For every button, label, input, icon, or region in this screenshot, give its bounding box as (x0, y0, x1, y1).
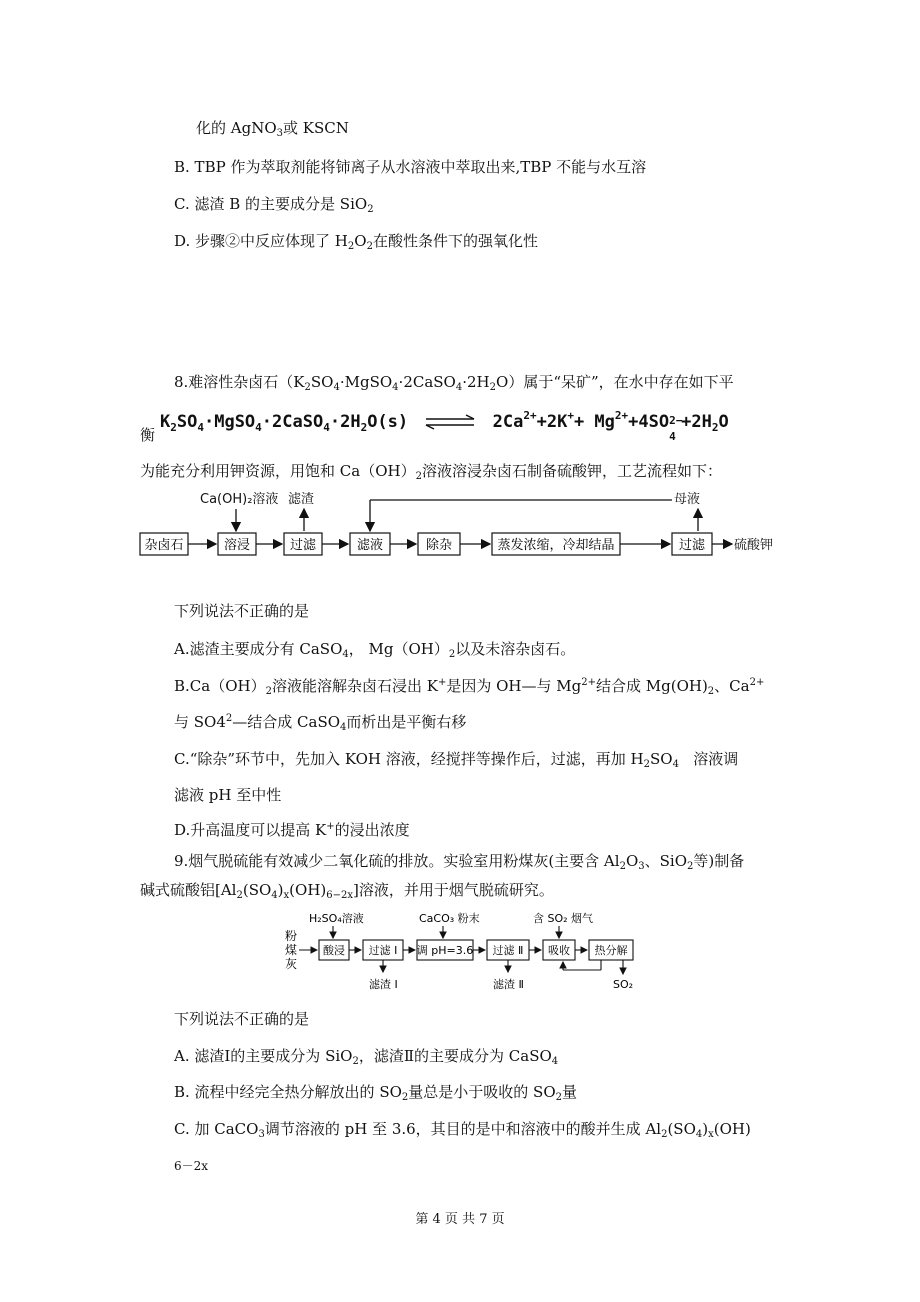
flow1-box-raw (140, 533, 188, 555)
flow2-residue1: 滤渣 Ⅰ (369, 978, 398, 991)
flow2-box-filter1 (363, 940, 403, 960)
q9-option-b: B. 流程中经完全热分解放出的 $SO_2$量总是小于吸收的 $SO_2$量 (174, 1083, 578, 1103)
svg-text:过滤 Ⅱ: 过滤 Ⅱ (492, 944, 524, 957)
q8-question: 下列说法不正确的是 (174, 602, 310, 620)
flow1-box-crystallize (492, 533, 620, 555)
flow1-box-filter1 (284, 533, 322, 555)
q9-flowchart (283, 908, 663, 993)
q9-option-a: A. 滤渣Ⅰ的主要成分为 SiO$_2$，滤渣Ⅱ的主要成分为 CaSO$_4$ (174, 1047, 559, 1067)
q8-equilibrium-equation: $K_2SO_4\cdot MgSO_4\cdot 2CaSO_4\cdot 2H_2O(s)$ $2Ca^{2+}+2K^++ Mg^{2+}+4SO$ 2− 4 $+2H_2O$ (160, 409, 729, 443)
flow1-residue-label: 滤渣 (288, 492, 315, 507)
q8-intro: 8.难溶性杂卤石$(K_2SO_4\cdot MgSO_4\cdot 2CaSO_4\cdot 2H_2O)$属于“呆矿”，在水中存在如下平 (174, 373, 734, 393)
flow2-box-acid (319, 940, 349, 960)
q9-question: 下列说法不正确的是 (174, 1010, 310, 1028)
q9-option-c-tail: 6－2x (174, 1159, 209, 1173)
flow2-reagent1: H₂SO₄溶液 (309, 912, 364, 925)
svg-text:过滤: 过滤 (678, 538, 706, 553)
q7-option-d: D. 步骤②中反应体现了 $H_2O_2$在酸性条件下的强氧化性 (174, 232, 538, 252)
flow1-box-filtrate (350, 533, 390, 555)
flow2-box-filter2 (487, 940, 529, 960)
q8-option-b-line1: $B.Ca(OH)_2$溶液能溶解杂卤石浸出 K+是因为 OH—与 $Mg^{2+}$结合成 $Mg(OH)_2$、$Ca^{2+}$ (174, 677, 765, 697)
svg-text:粉: 粉 (285, 929, 298, 943)
q7-option-c: C. 滤渣 B 的主要成分是 SiO$_2$ (174, 195, 374, 215)
flow1-box-leach (218, 533, 256, 555)
svg-text:溶浸: 溶浸 (223, 538, 251, 553)
q8-option-b-line2: 与 $SO4^2—$结合成 CaSO$_4$而析出是平衡右移 (174, 713, 467, 733)
svg-text:酸浸: 酸浸 (323, 944, 345, 957)
flow2-box-absorb (543, 940, 575, 960)
q9-option-c: C. 加 CaCO$_3$调节溶液的 pH 至 3.6，其目的是中和溶液中的酸并生成 $Al_2(SO_4)_x(OH)$ (174, 1120, 751, 1140)
flow2-residue2: 滤渣 Ⅱ (493, 978, 524, 991)
q8-heng: 衡 (140, 426, 156, 444)
q8-option-c-line2: 滤液 pH 至中性 (174, 786, 282, 804)
flow1-product-label: 硫酸钾 (734, 538, 774, 553)
flow2-gas-out: SO₂ (613, 978, 634, 991)
svg-text:调 pH=3.6: 调 pH=3.6 (416, 944, 474, 957)
svg-text:吸收: 吸收 (548, 944, 570, 957)
q7-option-a-continued: 化的 AgNO$_3$或 KSCN (196, 119, 349, 139)
q9-intro-line2: 碱式硫酸铝$[Al_2(SO_4)_x(OH)_{6-2x}]$溶液，并用于烟气脱硫研究。 (140, 881, 554, 901)
equilibrium-arrows-icon (424, 414, 476, 430)
svg-text:除杂: 除杂 (425, 538, 453, 553)
svg-text:杂卤石: 杂卤石 (144, 538, 184, 553)
flow2-reagent3: 含 SO₂ 烟气 (533, 912, 594, 925)
svg-text:灰: 灰 (285, 957, 298, 971)
svg-text:过滤: 过滤 (289, 538, 317, 553)
q7-option-b: B. TBP 作为萃取剂能将铈离子从水溶液中萃取出来,TBP 不能与水互溶 (174, 158, 647, 176)
svg-text:煤: 煤 (285, 943, 298, 957)
q8-option-c-line1: C.“除杂”环节中，先加入 KOH 溶液，经搅拌等操作后，过滤，再加 $H_2SO_4$ 溶液调 (174, 750, 739, 770)
svg-text:过滤 Ⅰ: 过滤 Ⅰ (368, 944, 398, 957)
page-footer: 第 4 页 共 7 页 (415, 1212, 505, 1227)
q8-flowchart (138, 487, 788, 567)
svg-text:热分解: 热分解 (594, 944, 628, 957)
q8-option-d: D.升高温度可以提高 K+的浸出浓度 (174, 821, 410, 839)
flow1-box-filter2 (672, 533, 712, 555)
q8-option-a: A.滤渣主要成分有 CaSO$_4$， $Mg(OH)_2$以及未溶杂卤石。 (174, 640, 576, 660)
svg-text:滤液: 滤液 (356, 538, 384, 553)
q9-intro-line1: 9.烟气脱硫能有效减少二氧化硫的排放。实验室用粉煤灰(主要含 $Al_2O_3$、SiO$_2$等)制备 (174, 852, 745, 872)
flow1-reagent-label: Ca(OH)₂溶液 (200, 492, 279, 507)
svg-text:蒸发浓缩，冷却结晶: 蒸发浓缩，冷却结晶 (497, 538, 615, 553)
flow2-reagent2: CaCO₃ 粉末 (419, 912, 480, 925)
q8-purpose: 为能充分利用钾资源，用饱和 $Ca(OH)_2$溶液溶浸杂卤石制备硫酸钾，工艺流程如下： (140, 462, 722, 482)
flow1-box-impurity (418, 533, 460, 555)
flow2-box-decompose (589, 940, 633, 960)
flow1-mother-liquor-label: 母液 (674, 492, 701, 507)
flow2-box-ph (417, 940, 473, 960)
